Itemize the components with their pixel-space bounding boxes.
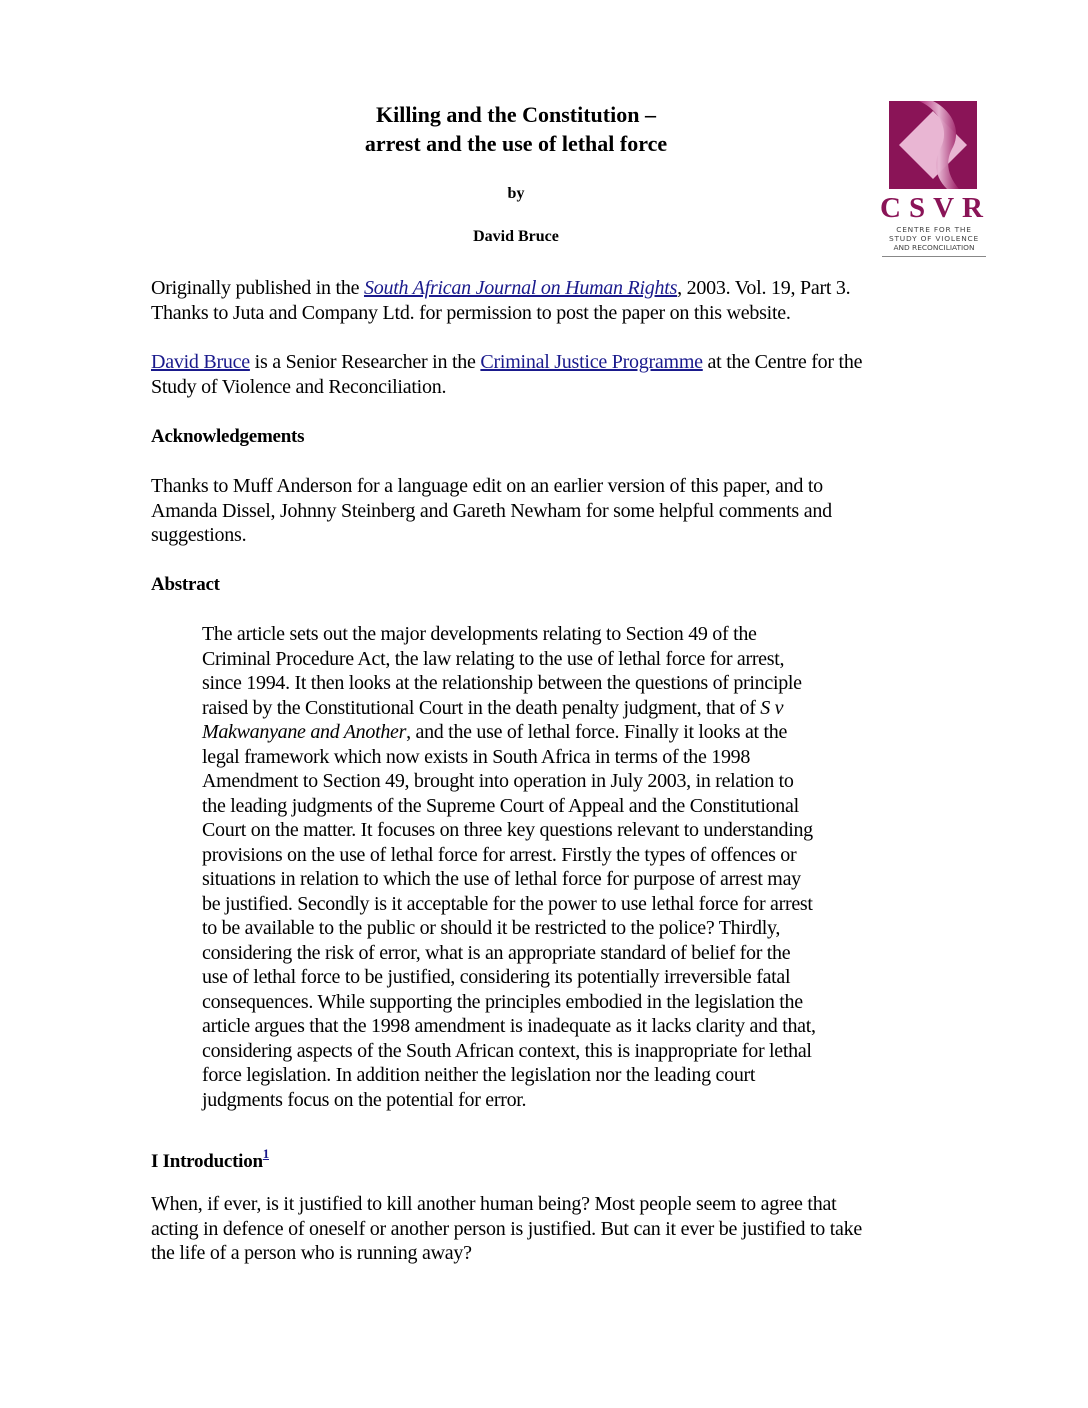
- acknowledgements-line: Thanks to Muff Anderson for a language edit on an earlier version of this paper, and to: [151, 475, 823, 497]
- author-note-middle: is a Senior Researcher in the: [249, 351, 481, 373]
- abstract-line-text: raised by the Constitutional Court in the death penalty judgment, that of: [202, 696, 761, 719]
- author-note-suffix: at the Centre for the: [702, 351, 863, 373]
- acknowledgements-line: Amanda Dissel, Johnny Steinberg and Gareth Newham for some helpful comments and: [151, 499, 832, 522]
- publication-note-line-2: Thanks to Juta and Company Ltd. for permission to post the paper on this website.: [151, 301, 791, 324]
- criminal-justice-programme-link[interactable]: Criminal Justice Programme: [480, 351, 703, 373]
- csvr-acronym: CSVR: [880, 192, 991, 224]
- author-note-line-1: [151, 350, 951, 375]
- introduction-line: acting in defence of oneself or another person is justified. But can it ever be justified to take: [151, 1217, 863, 1240]
- abstract-line: force legislation. In addition neither the legislation nor the leading court: [202, 1064, 756, 1086]
- csvr-logo: [880, 100, 991, 260]
- by-label: by: [507, 185, 525, 202]
- abstract-line: [202, 720, 902, 745]
- logo-divider: [882, 256, 986, 257]
- abstract-line: use of lethal force to be justified, considering its potentially irreversible fatal: [202, 966, 791, 988]
- document-title-line-1: Killing and the Constitution –: [376, 102, 656, 127]
- abstract-line: [202, 696, 902, 721]
- csvr-name-line-2: STUDY OF VIOLENCE: [889, 234, 979, 243]
- case-name-italic: Makwanyane and Another: [202, 721, 407, 743]
- abstract-line: the leading judgments of the Supreme Court of Appeal and the Constitutional: [202, 794, 799, 817]
- abstract-line: judgments focus on the potential for error.: [202, 1088, 527, 1111]
- publication-note-line-1: [151, 276, 951, 301]
- abstract-line: be justified. Secondly is it acceptable for the power to use lethal force for arrest: [202, 892, 813, 915]
- introduction-line: the life of a person who is running away?: [151, 1242, 472, 1264]
- abstract-heading: Abstract: [151, 574, 220, 595]
- acknowledgements-text: [151, 474, 951, 548]
- abstract-line: Amendment to Section 49, brought into operation in July 2003, in relation to: [202, 770, 794, 792]
- csvr-name-line-1: CENTRE FOR THE: [896, 225, 972, 234]
- abstract-line: situations in relation to which the use of lethal force for purpose of arrest may: [202, 868, 801, 890]
- publication-prefix: Originally published in the: [151, 277, 364, 299]
- author-note: [151, 350, 951, 399]
- document-title-line-2: arrest and the use of lethal force: [364, 131, 668, 156]
- abstract-line: considering aspects of the South African context, this is inappropriate for lethal: [202, 1039, 812, 1062]
- journal-link[interactable]: South African Journal on Human Rights: [363, 277, 678, 299]
- author-note-line-2: Study of Violence and Reconciliation.: [151, 375, 447, 398]
- abstract-line: considering the risk of error, what is an appropriate standard of belief for the: [202, 941, 791, 964]
- csvr-logo-mark-icon: [889, 101, 977, 189]
- abstract-line: to be available to the public or should it be restricted to the police? Thirdly,: [202, 917, 781, 939]
- abstract-line: The article sets out the major developments relating to Section 49 of the: [202, 623, 757, 645]
- csvr-name-line-3: AND RECONCILIATION: [893, 243, 975, 252]
- abstract-line: article argues that the 1998 amendment is inadequate as it lacks clarity and that,: [202, 1015, 816, 1037]
- abstract-line: legal framework which now exists in South Africa in terms of the 1998: [202, 745, 751, 768]
- abstract-line: consequences. While supporting the principles embodied in the legislation the: [202, 990, 803, 1013]
- title-block: [300, 100, 732, 246]
- abstract-line-text: , and the use of lethal force. Finally it looks at the: [406, 721, 788, 743]
- acknowledgements-line: suggestions.: [151, 524, 247, 546]
- abstract-line: provisions on the use of lethal force for arrest. Firstly the types of offences or: [202, 843, 797, 866]
- abstract-text: [202, 622, 902, 1112]
- introduction-heading: [151, 1142, 951, 1175]
- author-link[interactable]: David Bruce: [151, 351, 250, 373]
- author-name: David Bruce: [473, 228, 559, 245]
- acknowledgements-heading: Acknowledgements: [151, 426, 305, 447]
- abstract-line: since 1994. It then looks at the relationship between the questions of principle: [202, 672, 802, 694]
- abstract-line: Criminal Procedure Act, the law relating to the use of lethal force for arrest,: [202, 647, 785, 670]
- publication-suffix: , 2003. Vol. 19, Part 3.: [677, 277, 851, 299]
- introduction-heading-text: I Introduction: [151, 1151, 263, 1172]
- introduction-line: When, if ever, is it justified to kill another human being? Most people seem to agree that: [151, 1193, 837, 1215]
- abstract-line: Court on the matter. It focuses on three key questions relevant to understanding: [202, 819, 813, 841]
- publication-note: [151, 276, 951, 325]
- case-name-italic: S v: [760, 696, 784, 719]
- csvr-full-name: [880, 225, 988, 252]
- introduction-text: [151, 1192, 951, 1266]
- footnote-1-link[interactable]: 1: [262, 1146, 270, 1161]
